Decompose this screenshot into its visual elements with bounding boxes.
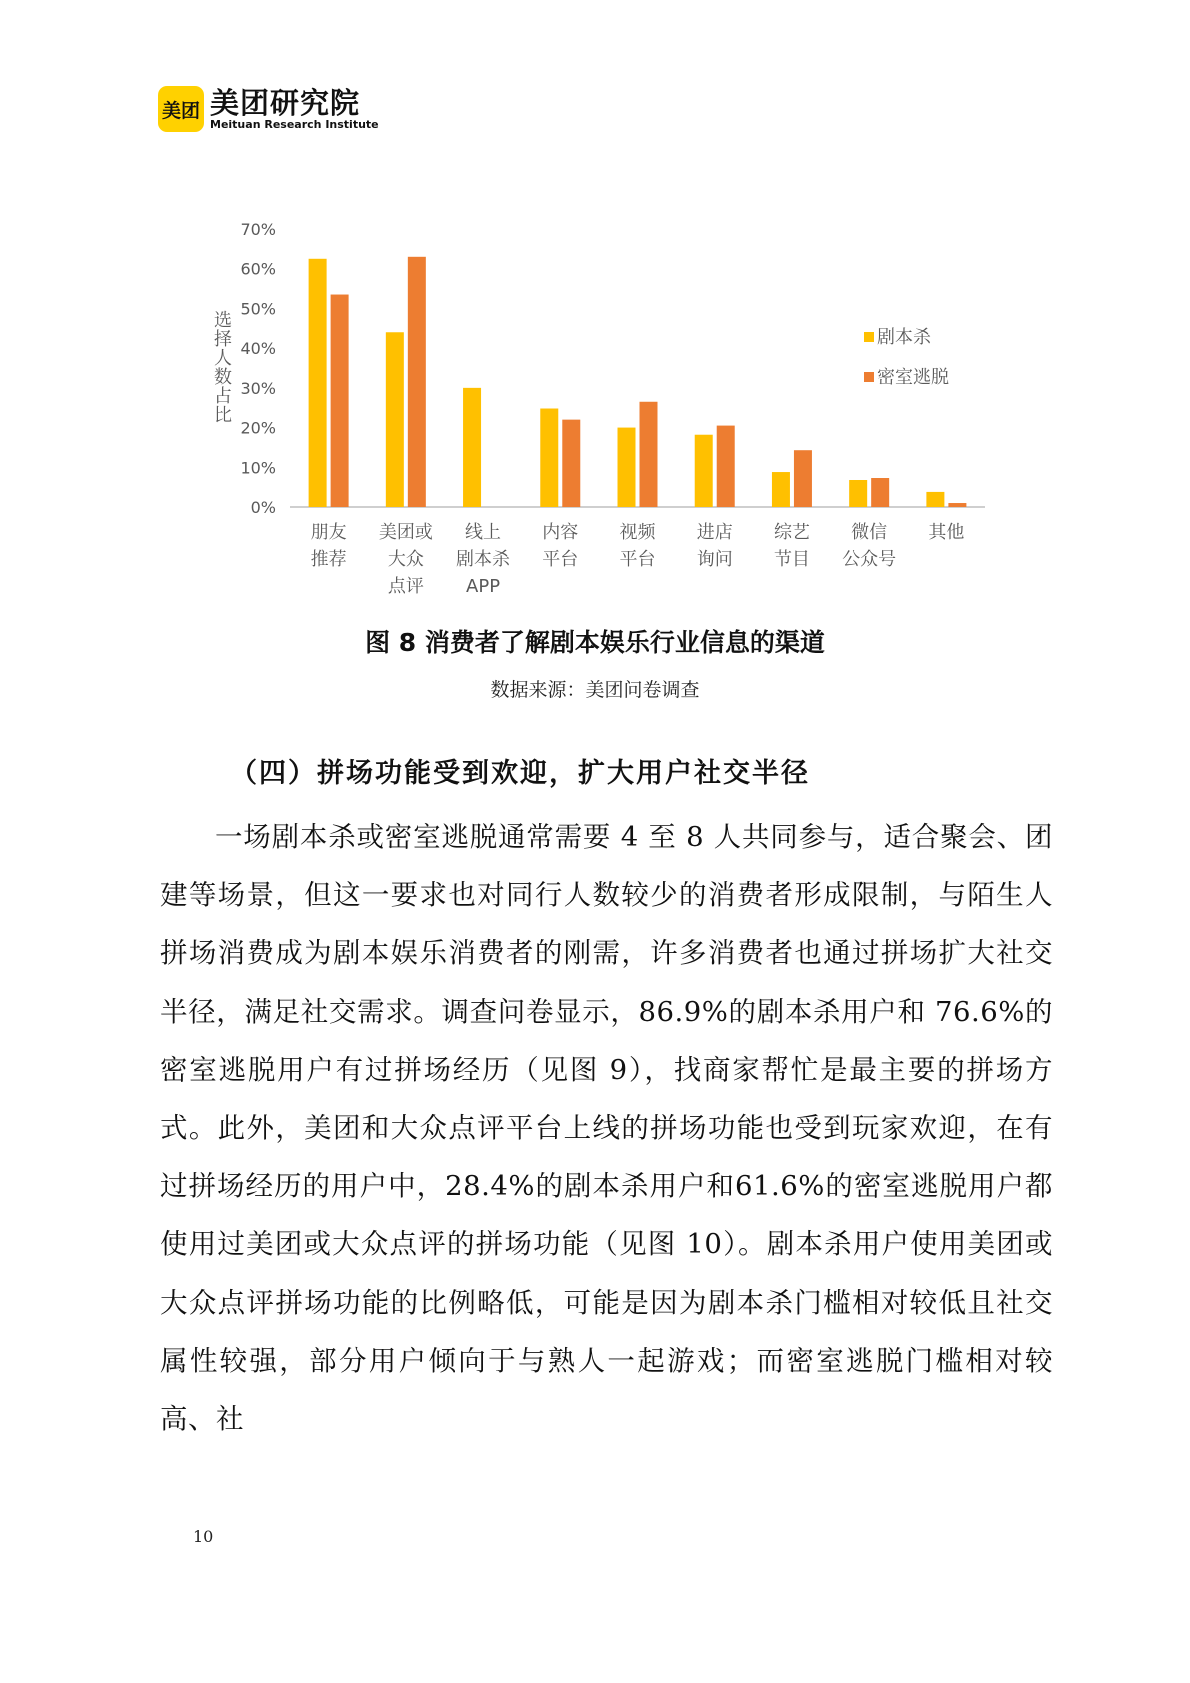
y-axis-title-char: 比 <box>214 405 232 426</box>
x-tick-label: 线上 <box>465 522 502 543</box>
bar-series1 <box>386 332 404 507</box>
x-tick-label: 朋友 <box>310 522 347 543</box>
bar-series2 <box>408 257 426 507</box>
x-tick-label: 点评 <box>387 576 424 597</box>
y-tick-label: 30% <box>240 378 276 398</box>
y-axis-title-char: 数 <box>214 367 232 388</box>
x-tick-label: 平台 <box>542 549 579 570</box>
figure-source: 数据来源：美团问卷调查 <box>490 679 700 701</box>
x-tick-label: 进店 <box>696 522 733 543</box>
legend-swatch <box>864 332 874 342</box>
x-tick-label: 内容 <box>542 522 579 543</box>
y-tick-label: 10% <box>240 458 276 478</box>
y-axis-title-char: 选 <box>214 310 232 331</box>
bar-series1 <box>540 409 558 507</box>
bar-series1 <box>695 435 713 507</box>
x-tick-label: 大众 <box>387 549 424 570</box>
bar-chart <box>0 0 1190 620</box>
bar-series1 <box>772 472 790 507</box>
bar-series1 <box>926 492 944 507</box>
y-axis-title-char: 择 <box>214 329 232 350</box>
x-tick-label: 询问 <box>696 549 733 570</box>
legend-swatch <box>864 372 874 382</box>
legend-label: 密室逃脱 <box>877 367 949 388</box>
logo-mark: 美团 <box>158 86 204 132</box>
bar-series2 <box>948 503 966 507</box>
x-tick-label: 微信 <box>851 522 888 543</box>
x-tick-label: 平台 <box>619 549 656 570</box>
x-tick-label: 节目 <box>773 549 810 570</box>
section-heading: （四）拼场功能受到欢迎，扩大用户社交半径 <box>230 758 810 789</box>
bar-series2 <box>717 426 735 507</box>
y-tick-label: 0% <box>250 498 276 517</box>
bar-series1 <box>849 480 867 507</box>
bar-series2 <box>794 450 812 507</box>
y-tick-label: 40% <box>240 339 276 359</box>
y-axis-title-char: 人 <box>214 348 232 369</box>
page-number: 10 <box>193 1527 214 1546</box>
bar-series2 <box>331 295 349 507</box>
bar-series1 <box>463 388 481 507</box>
y-tick-label: 20% <box>240 418 276 438</box>
x-tick-label: 剧本杀 <box>456 549 511 570</box>
bar-series1 <box>309 259 327 507</box>
x-tick-label: 视频 <box>619 522 656 543</box>
x-tick-label: APP <box>466 576 501 597</box>
bar-series1 <box>618 428 636 507</box>
x-tick-label: 公众号 <box>842 549 897 570</box>
x-tick-label: 综艺 <box>773 522 810 543</box>
x-tick-label: 美团或 <box>378 522 433 543</box>
figure-title: 图 8 消费者了解剧本娱乐行业信息的渠道 <box>365 628 825 657</box>
bar-series2 <box>871 478 889 507</box>
y-tick-label: 70% <box>240 220 276 239</box>
x-tick-label: 推荐 <box>310 549 347 570</box>
bar-series2 <box>640 402 658 507</box>
y-axis-title-char: 占 <box>214 386 232 407</box>
logo-title: 美团研究院 <box>210 85 361 120</box>
x-tick-label: 其他 <box>928 522 965 543</box>
legend-label: 剧本杀 <box>877 327 931 348</box>
bar-series2 <box>562 420 580 507</box>
y-tick-label: 50% <box>240 299 276 319</box>
body-paragraph: 一场剧本杀或密室逃脱通常需要 4 至 8 人共同参与，适合聚会、团建等场景，但这一要求也对同行人数较少的消费者形成限制，与陌生人拼场消费成为剧本娱乐消费者的刚需，许多消费者也通过拼场扩大社交半径，满足社交需求。调查问卷显示，86.9%的剧本杀用户和 76.6%的密室逃脱用户有过拼场经历（见图 9），找商家帮忙是最主要的拼场方式。此外，美团和大众点评平台上线的拼场功能也受到玩家欢迎，在有过拼场经历的用户中，28.4%的剧本杀用户和61.6%的密室逃脱用户都使用过美团或大众点评的拼场功能（见图 10）。剧本杀用户使用美团或大众点评拼场功能的比例略低，可能是因为剧本杀门槛相对较低且社交属性较强，部分用户倾向于与熟人一起游戏；而密室逃脱门槛相对较高、社 <box>160 821 1053 1436</box>
y-tick-label: 60% <box>240 259 276 279</box>
logo-subtitle: Meituan Research Institute <box>210 117 379 131</box>
